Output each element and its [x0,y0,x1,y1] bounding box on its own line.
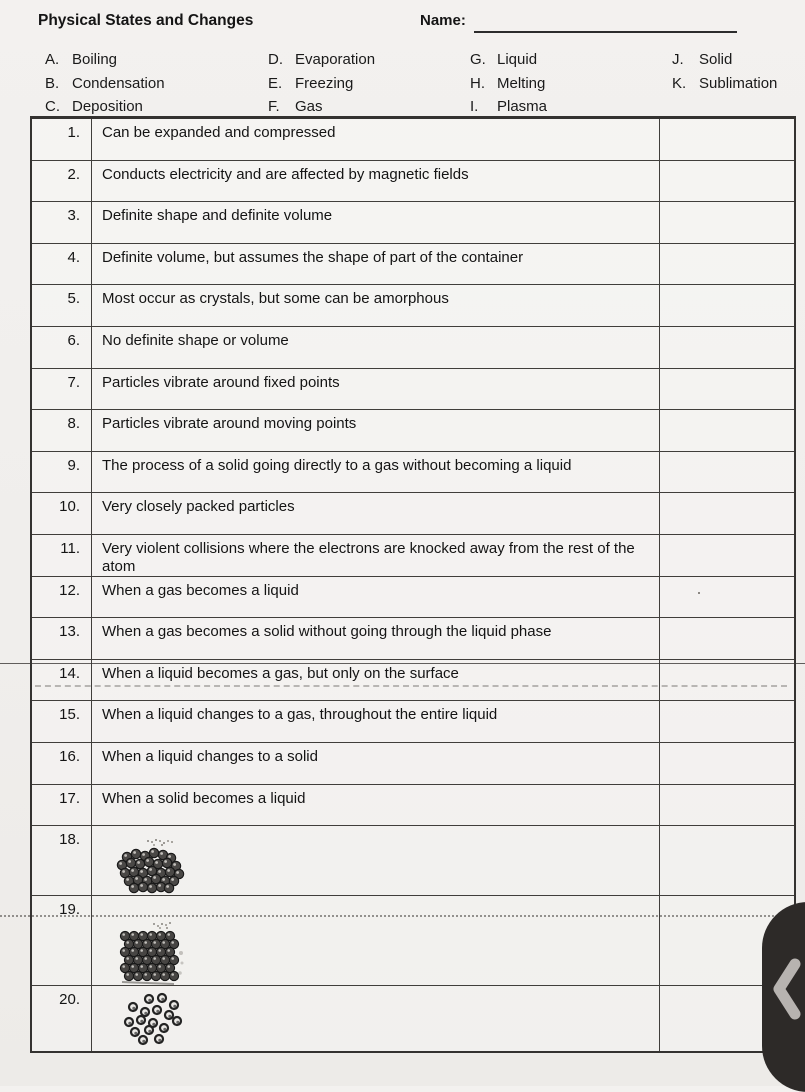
word-bank-letter: J. [672,51,684,68]
word-bank-term: Sublimation [699,75,778,92]
row-number-cell: 18. [32,826,92,895]
answer-cell [660,493,794,534]
table-row [32,660,794,702]
row-number-cell: 16. [32,743,92,784]
table-row [32,410,794,452]
description-text: When a liquid changes to a solid [102,747,318,765]
word-bank-term: Plasma [497,98,548,115]
word-bank-item [268,75,353,92]
word-bank-term: Melting [497,75,546,92]
description-cell [92,660,660,701]
description-cell [92,244,660,285]
description-text: Very violent collisions where the electrons are knocked away from the rest of the atom [102,539,635,575]
word-bank-letter: C. [45,98,60,115]
word-bank-letter: B. [45,75,60,92]
answer-cell [660,826,794,895]
description-cell [92,410,660,451]
description-text: Conducts electricity and are affected by magnetic fields [102,165,469,183]
row-number-cell: 13. [32,618,92,659]
description-cell [92,826,660,895]
row-number-cell: 5. [32,285,92,326]
row-number-cell: 4. [32,244,92,285]
description-text: Definite volume, but assumes the shape of part of the container [102,248,524,266]
table-row [32,618,794,660]
word-bank-item [45,75,165,92]
row-number-cell: 12. [32,577,92,618]
word-bank-letter: F. [268,98,280,115]
description-text: The process of a solid going directly to a gas without becoming a liquid [102,456,572,474]
description-cell [92,202,660,243]
answer-cell [660,369,794,410]
word-bank-item [268,98,323,115]
row-number-cell: 9. [32,452,92,493]
description-cell [92,743,660,784]
gas-particle-diagram [118,992,188,1050]
table-row [32,535,794,577]
word-bank-letter: A. [45,51,60,68]
scan-fold-line [0,663,805,664]
scan-speck [698,592,700,594]
description-cell [92,285,660,326]
word-bank-letter: K. [672,75,687,92]
description-cell [92,577,660,618]
scan-speckle [153,923,155,925]
description-cell [92,618,660,659]
scan-dotted-line [0,915,786,917]
answer-cell [660,660,794,701]
description-cell [92,452,660,493]
answer-cell [660,452,794,493]
table-row [32,369,794,411]
table-row [32,327,794,369]
description-cell [92,327,660,368]
description-text: When a gas becomes a solid without going through the liquid phase [102,623,552,641]
description-cell [92,119,660,160]
description-text: When a liquid changes to a gas, throughout the entire liquid [102,706,498,724]
word-bank-letter: I. [470,98,479,115]
row-number-cell: 15. [32,701,92,742]
answer-cell [660,618,794,659]
description-text: When a liquid becomes a gas, but only on the surface [102,664,459,682]
description-cell [92,785,660,826]
word-bank-item [672,75,777,92]
page-title: Physical States and Changes [38,12,254,29]
word-bank-item [672,51,732,68]
description-cell [92,161,660,202]
table-row [32,244,794,286]
answer-cell [660,410,794,451]
answer-cell [660,785,794,826]
table-row [32,743,794,785]
description-cell [92,701,660,742]
description-text: No definite shape or volume [102,331,289,349]
word-bank-term: Condensation [72,75,165,92]
description-text: Particles vibrate around moving points [102,415,357,433]
answer-cell [660,244,794,285]
row-number-cell: 20. [32,986,92,1051]
description-text: Particles vibrate around fixed points [102,373,340,391]
word-bank-item [45,98,143,115]
solid-particle-diagram [116,929,184,987]
row-number-cell: 7. [32,369,92,410]
liquid-particle-diagram [112,844,192,898]
table-row [32,161,794,203]
row-number-cell: 8. [32,410,92,451]
description-cell [92,896,660,985]
table-row [32,577,794,619]
table-row [32,285,794,327]
row-number-cell: 3. [32,202,92,243]
row-number-cell: 11. [32,535,92,576]
row-number-cell: 1. [32,119,92,160]
word-bank-term: Evaporation [295,51,376,68]
table-row [32,785,794,827]
word-bank-term: Liquid [497,51,538,68]
answer-cell [660,161,794,202]
word-bank-item [470,98,547,115]
description-text: When a gas becomes a liquid [102,581,299,599]
word-bank-term: Freezing [295,75,354,92]
description-text: When a solid becomes a liquid [102,789,306,807]
word-bank-term: Deposition [72,98,143,115]
word-bank-item [45,51,117,68]
name-blank-line [474,13,737,33]
word-bank-item [268,51,375,68]
word-bank-term: Solid [699,51,733,68]
answer-cell [660,701,794,742]
word-bank-letter: D. [268,51,283,68]
description-text: Definite shape and definite volume [102,207,333,225]
description-cell [92,369,660,410]
description-cell [92,493,660,534]
word-bank-letter: E. [268,75,283,92]
description-text: Very closely packed particles [102,498,295,516]
row-number-cell: 6. [32,327,92,368]
answer-cell [660,535,794,576]
description-text: Can be expanded and compressed [102,124,336,141]
name-label: Name: [420,12,466,29]
scan-speckle [147,840,149,842]
answer-cell [660,285,794,326]
chevron-left-icon [772,958,802,1020]
description-text: Most occur as crystals, but some can be amorphous [102,290,449,308]
row-number-cell: 14. [32,660,92,701]
answer-cell [660,202,794,243]
word-bank-letter: G. [470,51,486,68]
matching-table [30,116,796,1053]
row-number-cell: 19. [32,896,92,985]
page-back-button[interactable] [762,902,805,1092]
word-bank-term: Boiling [72,51,118,68]
answer-cell [660,327,794,368]
answer-cell [660,743,794,784]
table-row [32,452,794,494]
word-bank-item [470,51,537,68]
table-row [32,986,794,1051]
description-cell [92,986,660,1051]
table-row [32,119,794,161]
answer-cell [660,119,794,160]
table-row [32,896,794,986]
description-cell [92,535,660,576]
word-bank-item [470,75,545,92]
word-bank-letter: H. [470,75,485,92]
table-row [32,826,794,896]
table-row [32,701,794,743]
word-bank-term: Gas [295,98,323,115]
row-number-cell: 10. [32,493,92,534]
table-row [32,493,794,535]
table-row [32,202,794,244]
answer-cell [660,577,794,618]
row-number-cell: 17. [32,785,92,826]
row-number-cell: 2. [32,161,92,202]
scan-dash-line [35,685,787,687]
